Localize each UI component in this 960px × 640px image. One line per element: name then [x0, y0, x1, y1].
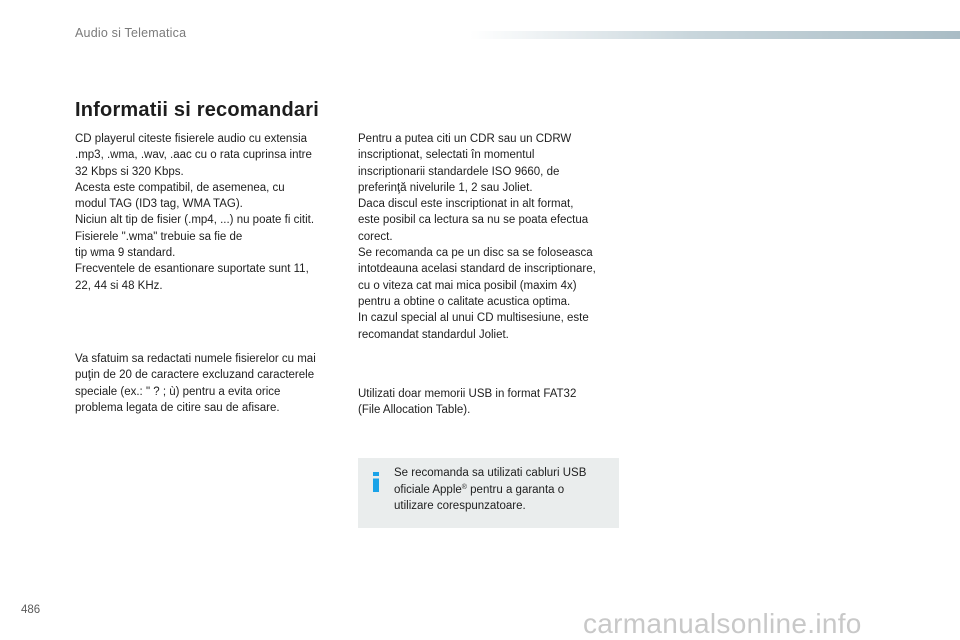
text-line: pentru a obtine o calitate acustica optima.	[358, 295, 571, 308]
text-line: Se recomanda sa utilizati cabluri USB	[394, 467, 587, 479]
page-number: 486	[21, 604, 41, 616]
header-title: Audio si Telematica	[75, 26, 187, 40]
text-line: problema legata de citire sau de afisare.	[75, 401, 280, 414]
text-line	[394, 482, 616, 499]
section-title: Informatii si recomandari	[75, 99, 319, 121]
info-icon	[371, 472, 381, 492]
text-line: .mp3, .wma, .wav, .aac cu o rata cuprinsa intre	[75, 149, 312, 162]
text-line: cu o viteza cat mai mica posibil (maxim 4x)	[358, 279, 577, 292]
left-paragraph-2	[75, 351, 345, 416]
text-fragment: oficiale Apple	[394, 483, 462, 496]
text-line: Pentru a putea citi un CDR sau un CDRW	[358, 133, 572, 145]
left-paragraph-1	[75, 131, 345, 294]
text-line: Va sfatuim sa redactati numele fisierelor cu mai	[75, 353, 316, 365]
text-line: Fisierele ".wma" trebuie sa fie de	[75, 230, 243, 243]
registered-mark: ®	[461, 483, 467, 491]
text-line: tip wma 9 standard.	[75, 247, 176, 260]
text-line: Utilizati doar memorii USB in format FAT32	[358, 388, 577, 400]
text-line: preferinţă nivelurile 1, 2 sau Joliet.	[358, 181, 533, 194]
info-note-text	[394, 465, 616, 515]
text-line: inscriptionarii standardele ISO 9660, de	[358, 165, 560, 178]
text-line: 22, 44 si 48 KHz.	[75, 279, 163, 292]
text-line: In cazul special al unui CD multisesiune, este	[358, 312, 589, 325]
text-line: este posibil ca lectura sa nu se poata efectua	[358, 214, 589, 227]
right-paragraph-1	[358, 131, 628, 343]
text-fragment: pentru a garanta o	[466, 483, 565, 496]
text-line: Se recomanda ca pe un disc sa se foloseasca	[358, 247, 593, 260]
text-line: inscriptionat, selectati în momentul	[358, 149, 535, 162]
text-line: (File Allocation Table).	[358, 404, 471, 417]
text-line: intotdeauna acelasi standard de inscriptionare,	[358, 263, 596, 276]
text-line: modul TAG (ID3 tag, WMA TAG).	[75, 198, 243, 211]
text-line: CD playerul citeste fisierele audio cu extensia	[75, 133, 308, 145]
right-paragraph-2	[358, 386, 628, 419]
text-line: Daca discul este inscriptionat in alt format,	[358, 198, 574, 211]
watermark: carmanualsonline.info	[583, 608, 862, 639]
text-line: Frecventele de esantionare suportate sunt 11,	[75, 263, 309, 276]
text-line: Acesta este compatibil, de asemenea, cu	[75, 181, 285, 194]
text-line: speciale (ex.: " ? ; ù) pentru a evita orice	[75, 385, 281, 398]
header-divider-bar	[470, 31, 960, 39]
text-line: recomandat standardul Joliet.	[358, 328, 509, 341]
text-line: puţin de 20 de caractere excluzand caracterele	[75, 369, 315, 382]
text-line: Niciun alt tip de fisier (.mp4, ...) nu poate fi citit.	[75, 214, 315, 227]
text-line: corect.	[358, 230, 393, 243]
text-line: 32 Kbps si 320 Kbps.	[75, 165, 184, 178]
text-line: utilizare corespunzatoare.	[394, 500, 526, 512]
